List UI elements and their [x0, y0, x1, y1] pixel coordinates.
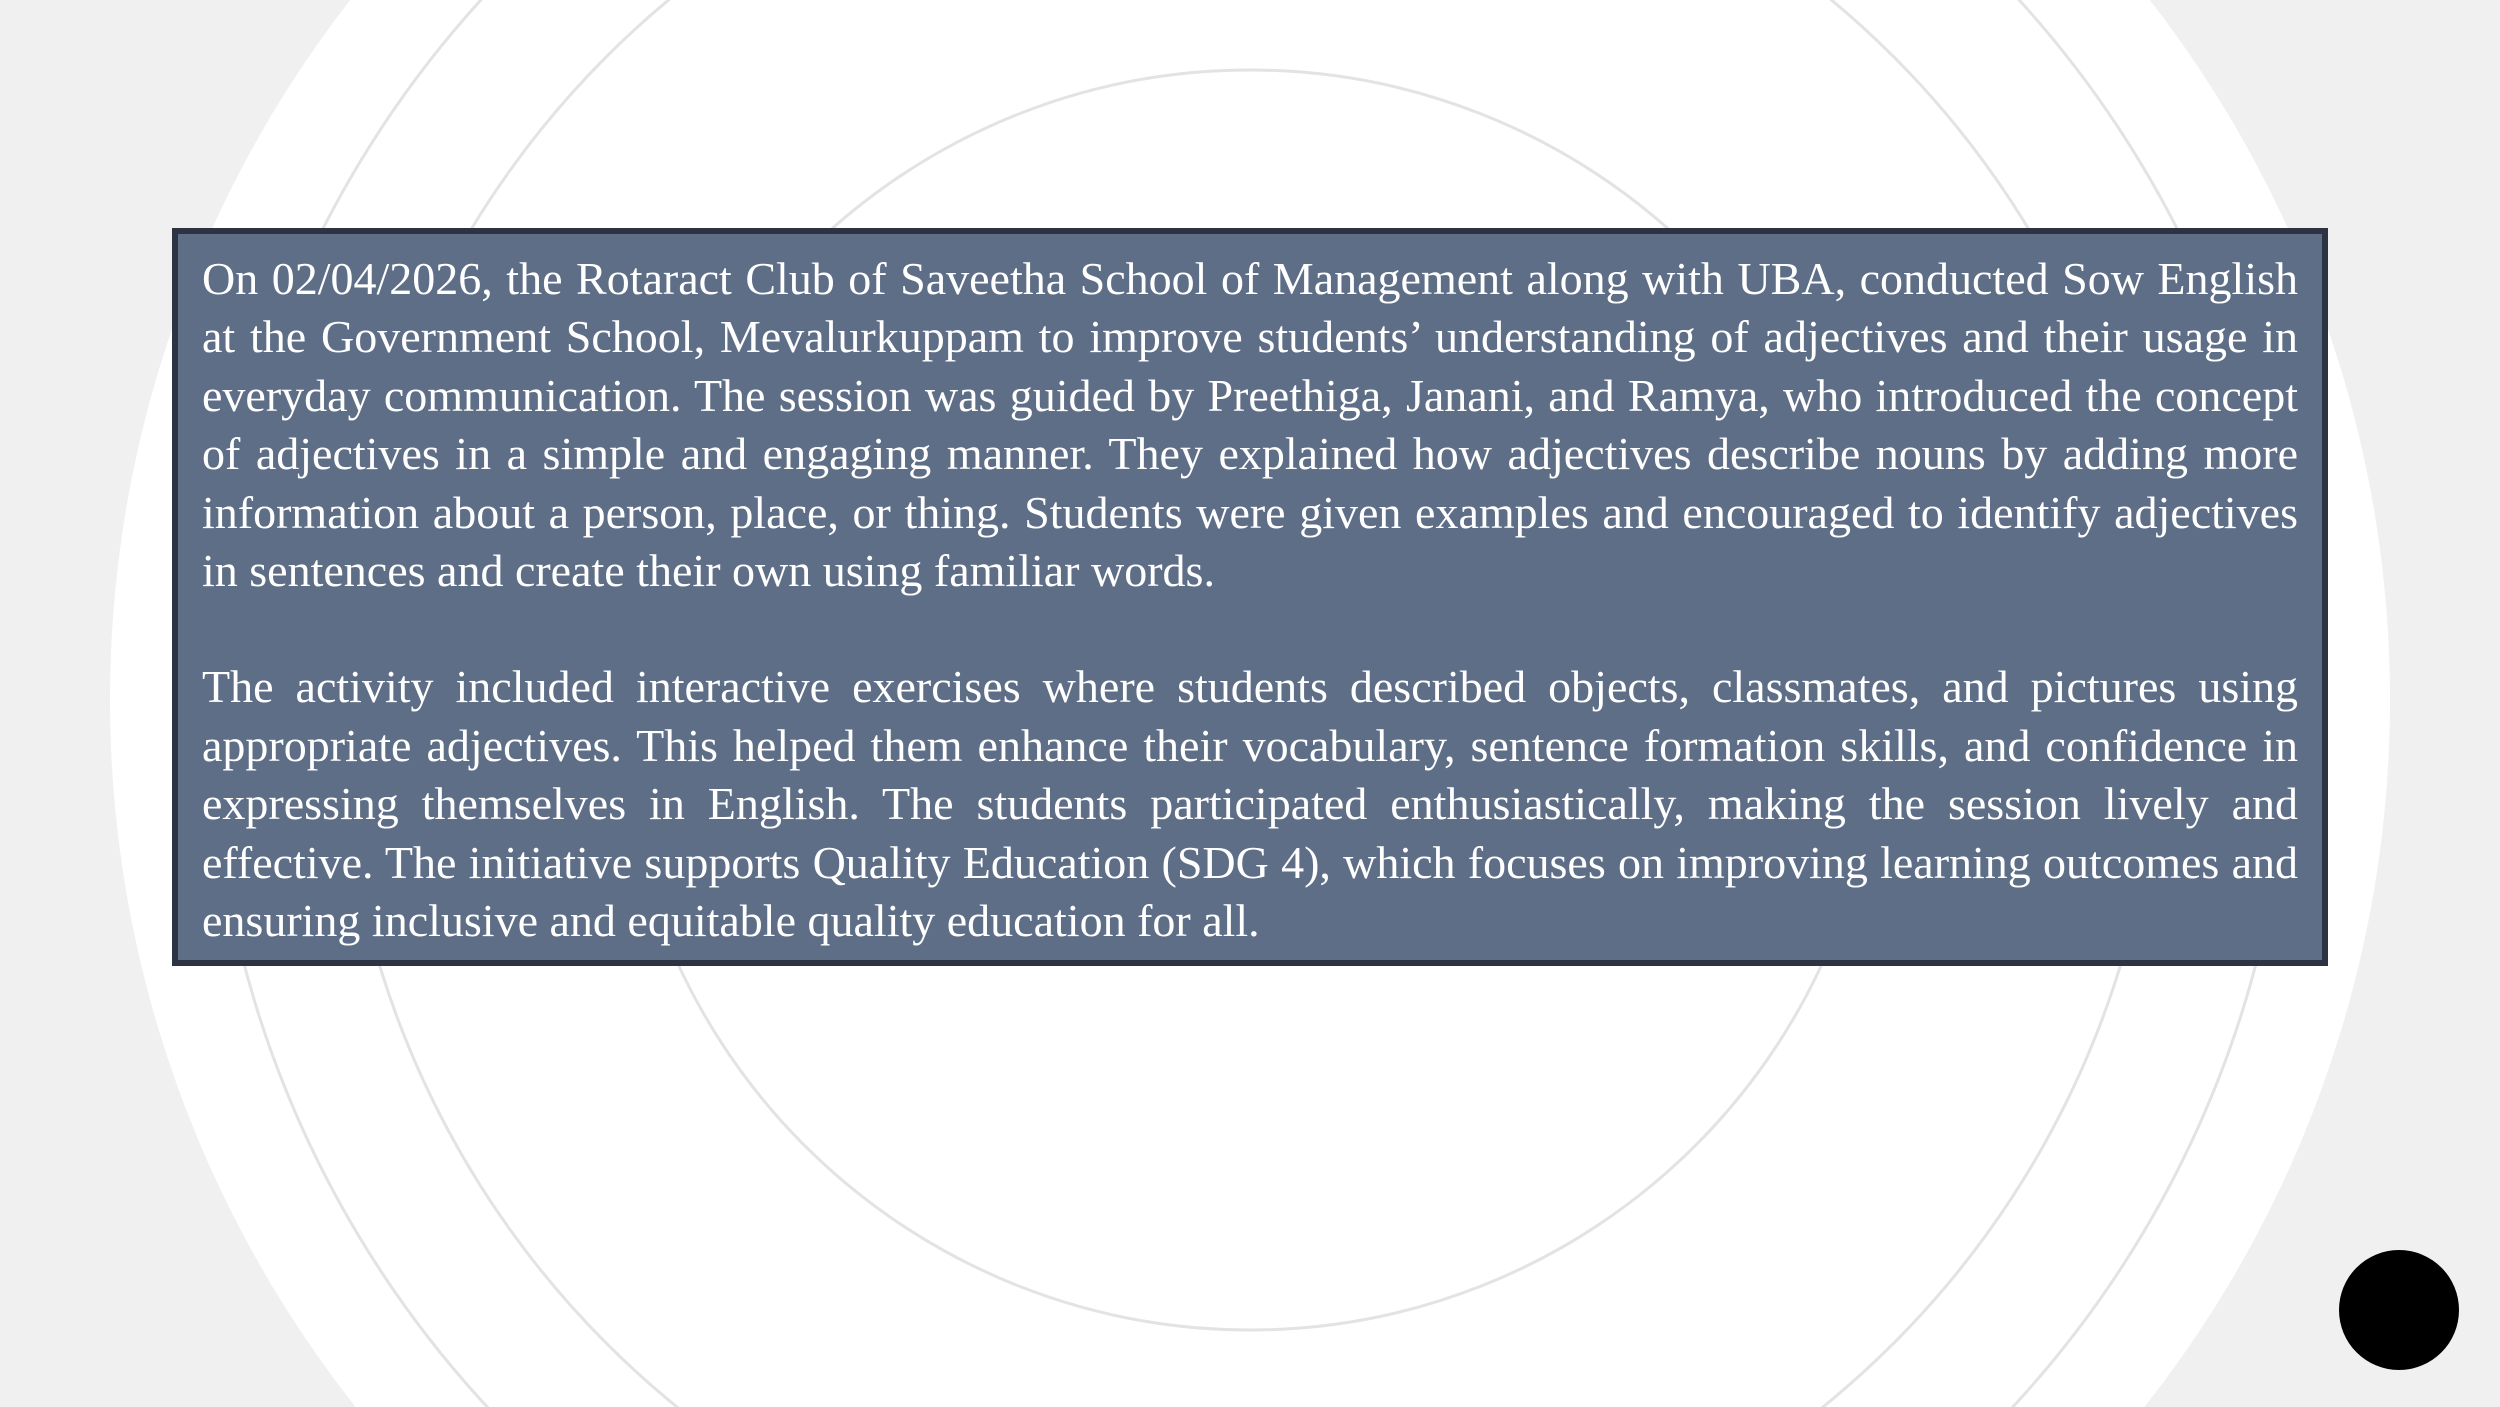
paragraph-activity-details: The activity included interactive exercises where students described objects, classmates, and pictures using appropriate adjectives. This helped them enhance their vocabulary, sentence formation skills, and confidence in expressing themselves in English. The students participated enthusiastically, making the session lively and effective. The initiative supports Quality Education (SDG 4), which focuses on improving learning outcomes and ensuring inclusive and equitable quality education for all.	[202, 661, 2298, 947]
report-text-box	[172, 228, 2328, 966]
paragraph-event-summary: On 02/04/2026, the Rotaract Club of Saveetha School of Management along with UBA, conducted Sow English at the Government School, Mevalurkuppam to improve students’ understanding of adjectives and their usage in everyday communication. The session was guided by Preethiga, Janani, and Ramya, who introduced the concept of adjectives in a simple and engaging manner. They explained how adjectives describe nouns by adding more information about a person, place, or thing. Students were given examples and encouraged to identify adjectives in sentences and create their own using familiar words.	[202, 253, 2298, 597]
corner-dot-decoration	[2339, 1250, 2459, 1370]
